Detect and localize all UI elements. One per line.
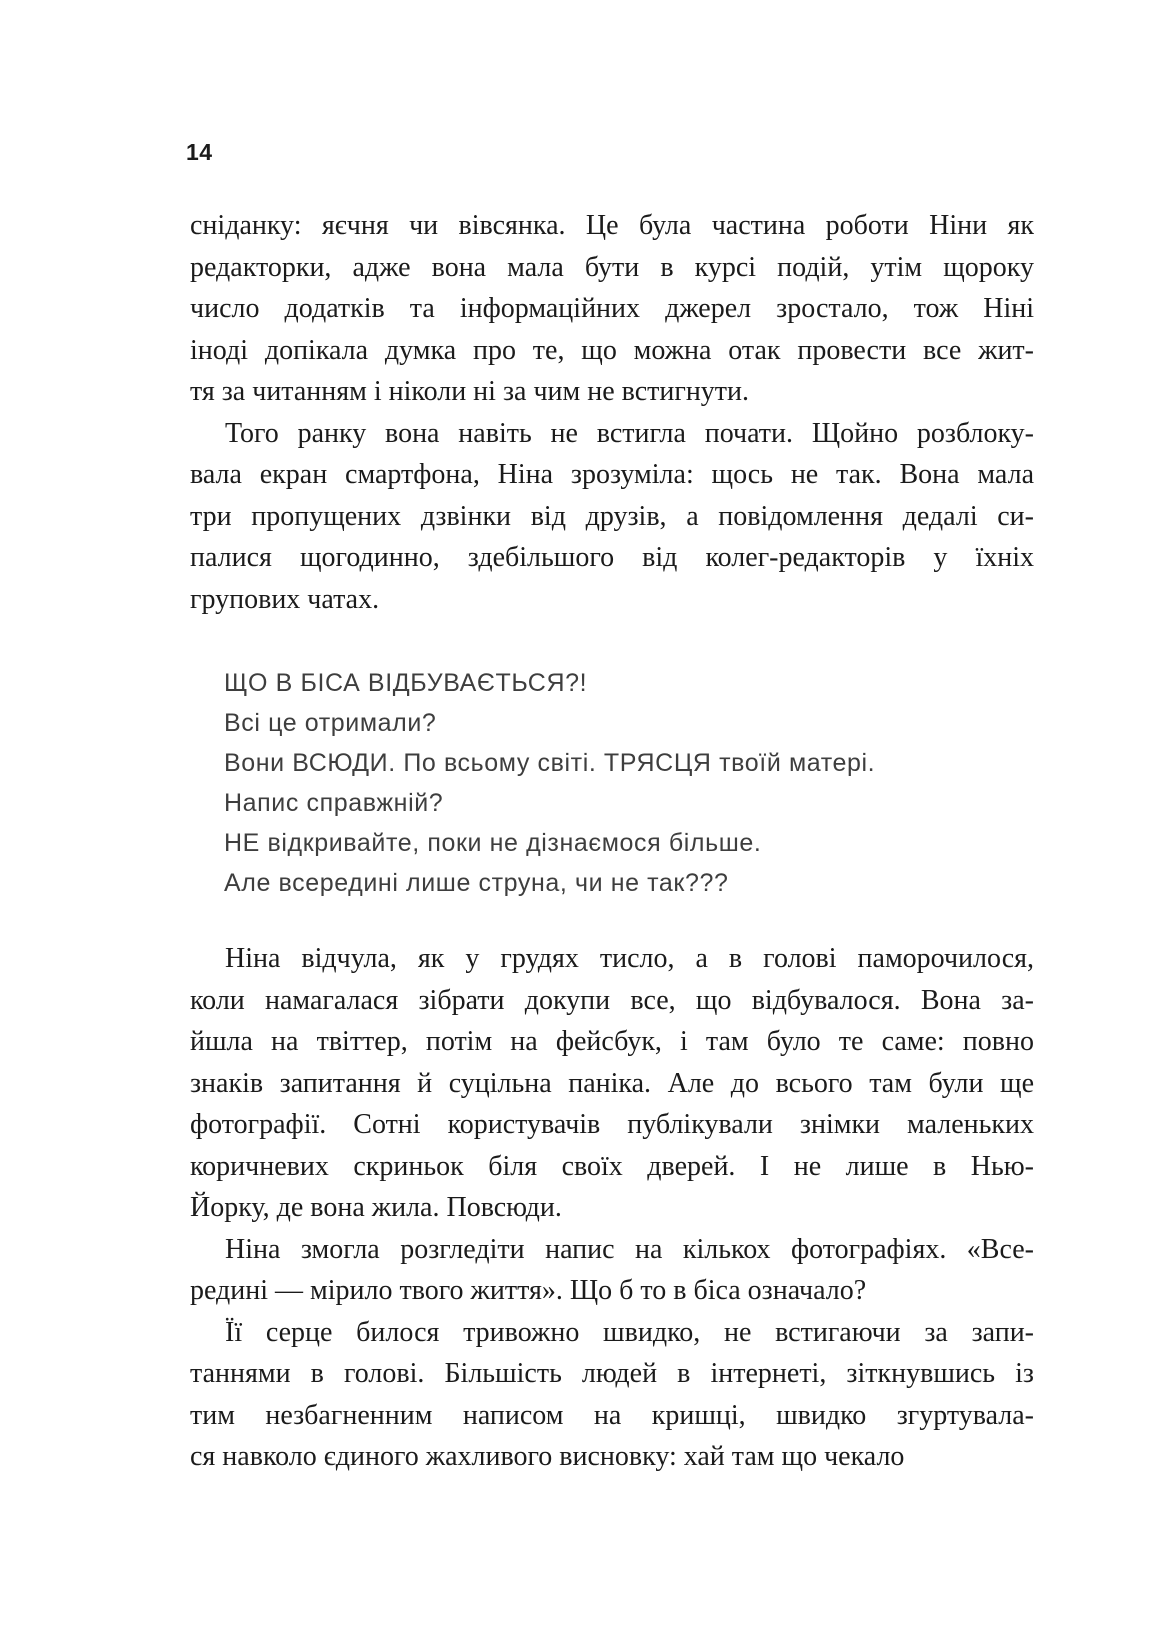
text-line: три пропущених дзвінки від друзів, а повідомлення дедалі си-	[190, 500, 1034, 532]
chat-line: Вони ВСЮДИ. По всьому світі. ТРЯСЦЯ твоїй матері.	[224, 749, 876, 777]
chat-line: ЩО В БІСА ВІДБУВАЄТЬСЯ?!	[224, 669, 588, 697]
chat-line: НЕ відкривайте, поки не дізнаємося більше.	[224, 829, 762, 857]
text-line: тя за читанням і ніколи ні за чим не встигнути.	[190, 376, 750, 407]
text-line: таннями в голові. Більшість людей в інтернеті, зіткнувшись із	[190, 1358, 1034, 1389]
text-line: Ніна відчула, як у грудях тисло, а в голові паморочилося,	[225, 943, 1034, 974]
text-line: редині — мірило твого життя». Що б то в біса означало?	[190, 1275, 867, 1306]
text-line: редакторки, адже вона мала бути в курсі подій, утім щороку	[190, 251, 1034, 283]
text-line: коричневих скриньок біля своїх дверей. І не лише в Нью-	[190, 1150, 1034, 1182]
text-line: сніданку: яєчня чи вівсянка. Це була частина роботи Ніни як	[190, 210, 1034, 241]
text-line: Того ранку вона навіть не встигла почати. Щойно розблоку-	[225, 417, 1034, 449]
text-line: знаків запитання й суцільна паніка. Але до всього там були ще	[190, 1067, 1034, 1099]
text-line: ся навколо єдиного жахливого висновку: хай там що чекало	[190, 1441, 905, 1472]
text-line: фотографії. Сотні користувачів публікували знімки маленьких	[190, 1109, 1034, 1140]
text-line: йшла на твіттер, потім на фейсбук, і там було те саме: повно	[190, 1026, 1034, 1057]
text-line: палися щогодинно, здебільшого від колег-редакторів у їхніх	[190, 542, 1034, 573]
text-line: Її серце билося тривожно швидко, не встигаючи за запи-	[225, 1316, 1034, 1348]
text-line: Йорку, де вона жила. Повсюди.	[190, 1192, 562, 1223]
text-line: коли намагалася зібрати докупи все, що відбувалося. Вона за-	[190, 984, 1034, 1016]
chat-message-excerpt	[224, 663, 1034, 903]
chat-line: Всі це отримали?	[224, 709, 437, 737]
body-paragraph	[190, 938, 1034, 1229]
text-line: іноді допікала думка про те, що можна отак провести все жит-	[190, 334, 1034, 366]
page-text	[190, 205, 1034, 1478]
text-line: вала екран смартфона, Ніна зрозуміла: щось не так. Вона мала	[190, 459, 1034, 490]
body-paragraph	[190, 413, 1034, 621]
text-line: групових чатах.	[190, 583, 380, 615]
text-line: тим незбагненним написом на кришці, швидко згуртувала-	[190, 1399, 1034, 1431]
body-paragraph	[190, 1312, 1034, 1478]
text-line: Ніна змогла розгледіти напис на кількох фотографіях. «Все-	[225, 1233, 1034, 1265]
page-number: 14	[186, 139, 213, 165]
body-paragraph	[190, 205, 1034, 413]
chat-line: Напис справжній?	[224, 789, 444, 817]
body-paragraph	[190, 1229, 1034, 1312]
chat-line: Але всередині лише струна, чи не так???	[224, 869, 729, 897]
text-line: число додатків та інформаційних джерел зростало, тож Ніні	[190, 293, 1034, 324]
